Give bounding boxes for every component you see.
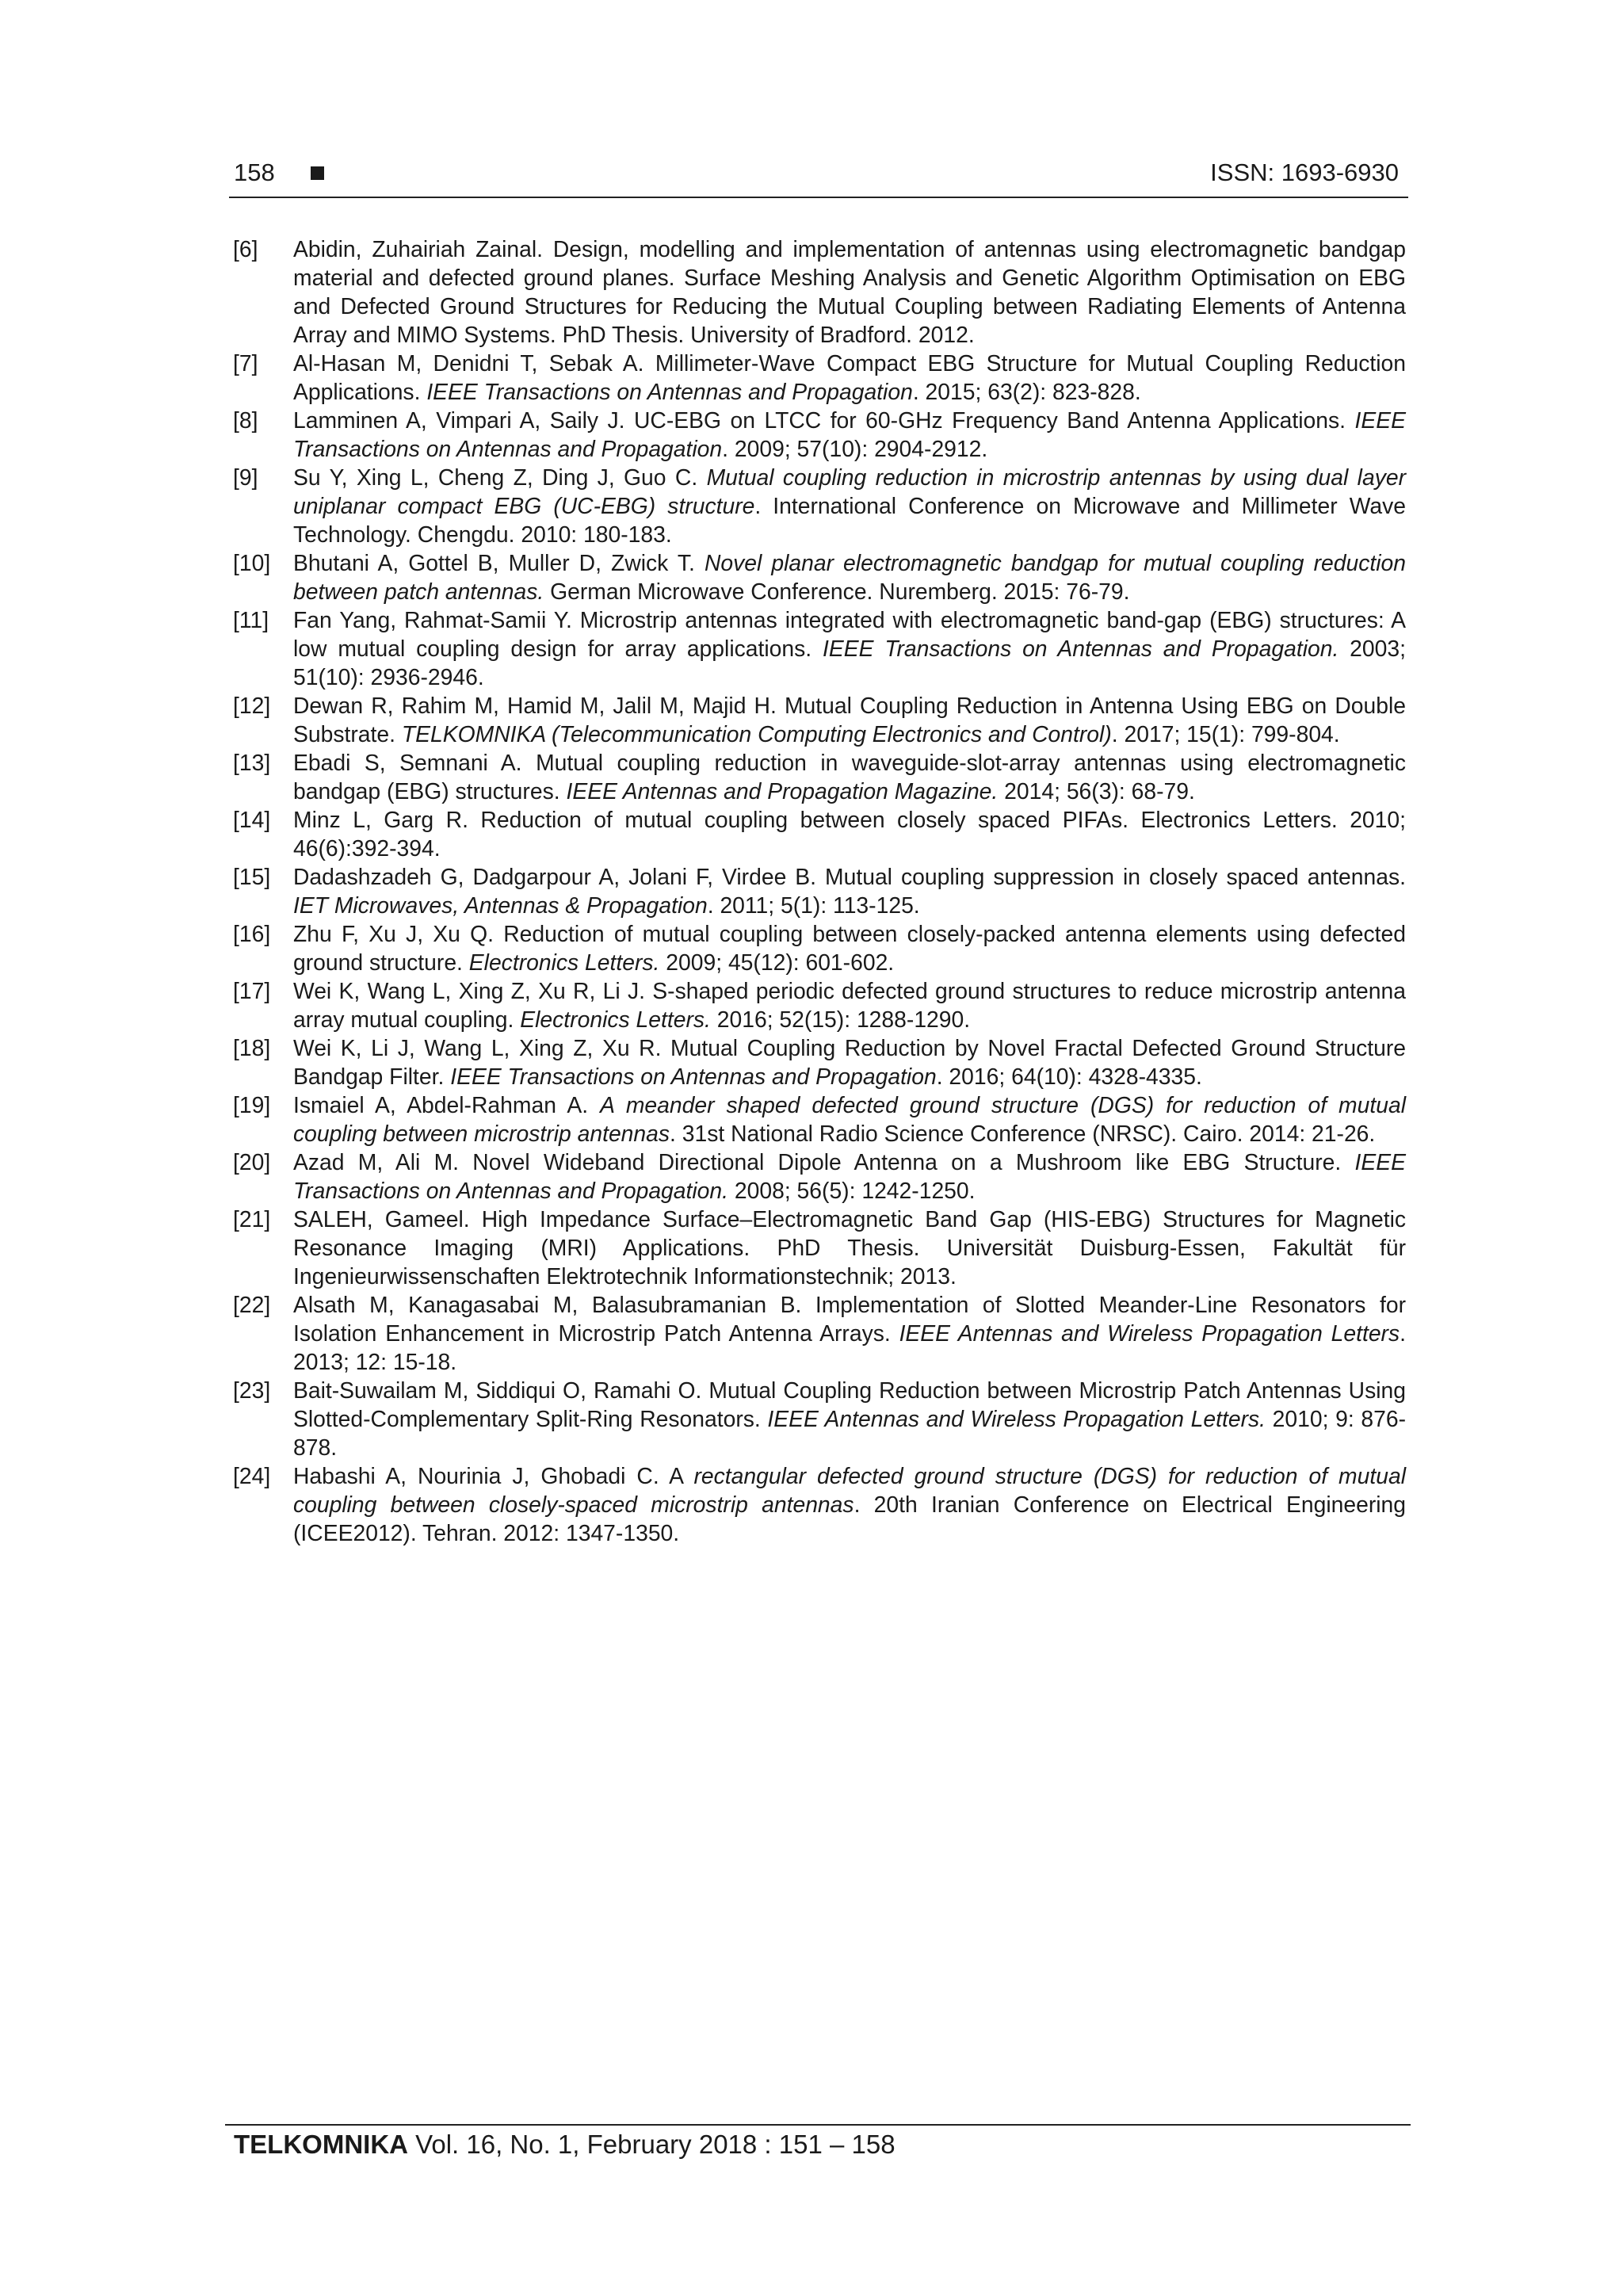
footer-journal-name: TELKOMNIKA: [234, 2130, 408, 2159]
reference-item: [233, 1148, 1406, 1205]
footer-volume-info: Vol. 16, No. 1, February 2018 : 151 – 158: [407, 2130, 896, 2159]
page-number: 158: [234, 159, 275, 186]
reference-text: [293, 1149, 1406, 1203]
reference-list: [233, 235, 1406, 1547]
reference-text-segment: Abidin, Zuhairiah Zainal. Design, modelling and implementation of antennas using electromagnetic bandgap material and defected ground planes. Surface Meshing Analysis and Genetic Algorithm Optimisation on EBG and Defected Ground Structures for Reducing the Mutual Coupling between Radiating Elements of Antenna Array and MIMO Systems. PhD Thesis. University of Bradford. 2012.: [293, 236, 1406, 347]
reference-source-italic: IEEE Antennas and Propagation Magazine.: [566, 778, 999, 804]
reference-text-segment: Dadashzadeh G, Dadgarpour A, Jolani F, Virdee B. Mutual coupling suppression in closely spaced antennas.: [293, 864, 1406, 889]
reference-text: [293, 550, 1406, 604]
page-header: [229, 155, 1408, 198]
reference-item: [233, 1461, 1406, 1547]
reference-number: [15]: [233, 864, 271, 889]
reference-source-italic: Novel planar electromagnetic bandgap for mutual coupling reduction between patch antennas.: [293, 550, 1407, 604]
reference-item: [233, 862, 1406, 919]
reference-text-segment: . International Conference on Microwave and Millimeter Wave Technology. Chengdu. 2010: 180-183.: [293, 493, 1406, 547]
reference-text-segment: Minz L, Garg R. Reduction of mutual coupling between closely spaced PIFAs. Electronics Letters. 2010; 46(6):392-394.: [293, 807, 1406, 861]
reference-text: [293, 921, 1406, 975]
reference-text-segment: 2003; 51(10): 2936-2946.: [293, 636, 1406, 690]
reference-text-segment: Zhu F, Xu J, Xu Q. Reduction of mutual coupling between closely-packed antenna elements using defected ground structure.: [293, 921, 1406, 975]
reference-text: [293, 1092, 1406, 1146]
reference-text-segment: SALEH, Gameel. High Impedance Surface–Electromagnetic Band Gap (HIS-EBG) Structures for Magnetic Resonance Imaging (MRI) Applications. PhD Thesis. Universität Duisburg-Essen, Fakultät für Ingenieurwissenschaften Elektrotechnik Informationstechnik; 2013.: [293, 1206, 1406, 1289]
reference-text-segment: Ismaiel A, Abdel-Rahman A.: [293, 1092, 601, 1117]
reference-text-segment: Bhutani A, Gottel B, Muller D, Zwick T.: [293, 550, 705, 575]
reference-text-segment: Fan Yang, Rahmat-Samii Y. Microstrip antennas integrated with electromagnetic band-gap (EBG) structures: A low mutual coupling design for array applications.: [293, 607, 1406, 661]
reference-item: [233, 1033, 1406, 1091]
reference-text-segment: . 2017; 15(1): 799-804.: [1111, 721, 1340, 747]
reference-text: [293, 750, 1406, 804]
reference-text: [293, 1463, 1406, 1545]
reference-item: [233, 976, 1406, 1033]
reference-number: [13]: [233, 750, 271, 775]
reference-text: [293, 464, 1406, 547]
reference-number: [7]: [233, 350, 258, 376]
reference-source-italic: IEEE Transactions on Antennas and Propagation: [426, 379, 913, 404]
reference-source-italic: IEEE Transactions on Antennas and Propagation.: [822, 636, 1339, 661]
reference-text-segment: Azad M, Ali M. Novel Wideband Directional Dipole Antenna on a Mushroom like EBG Structure.: [293, 1149, 1355, 1175]
reference-source-italic: A meander shaped defected ground structure (DGS) for reduction of mutual coupling between microstrip antennas: [293, 1092, 1406, 1146]
footer-citation-line: [234, 2129, 1411, 2160]
reference-text-segment: . 31st National Radio Science Conference (NRSC). Cairo. 2014: 21-26.: [670, 1121, 1376, 1146]
reference-text-segment: Habashi A, Nourinia J, Ghobadi C. A: [293, 1463, 694, 1488]
reference-source-italic: IEEE Transactions on Antennas and Propagation: [450, 1064, 937, 1089]
reference-text-segment: . 2013; 12: 15-18.: [293, 1320, 1407, 1374]
reference-item: [233, 463, 1406, 548]
reference-source-italic: IEEE Transactions on Antennas and Propagation: [293, 407, 1406, 461]
reference-source-italic: IET Microwaves, Antennas & Propagation: [293, 892, 708, 918]
reference-number: [20]: [233, 1149, 271, 1175]
issn-label: ISSN: 1693-6930: [1210, 159, 1399, 186]
reference-number: [21]: [233, 1206, 271, 1232]
reference-number: [8]: [233, 407, 258, 433]
reference-item: [233, 548, 1406, 606]
reference-text-segment: Al-Hasan M, Denidni T, Sebak A. Millimeter-Wave Compact EBG Structure for Mutual Coupling Reduction Applications.: [293, 350, 1406, 404]
reference-number: [11]: [233, 607, 269, 632]
reference-item: [233, 349, 1406, 406]
reference-number: [9]: [233, 464, 258, 490]
reference-number: [22]: [233, 1292, 271, 1317]
reference-item: [233, 748, 1406, 805]
reference-item: [233, 1091, 1406, 1148]
reference-text: [293, 350, 1406, 404]
reference-text-segment: 2008; 56(5): 1242-1250.: [728, 1178, 976, 1203]
reference-text-segment: Alsath M, Kanagasabai M, Balasubramanian B. Implementation of Slotted Meander-Line Resonators for Isolation Enhancement in Microstrip Patch Antenna Arrays.: [293, 1292, 1406, 1346]
reference-text: [293, 407, 1406, 461]
reference-number: [24]: [233, 1463, 271, 1488]
reference-source-italic: rectangular defected ground structure (DGS) for reduction of mutual coupling between closely-spaced microstrip antennas: [293, 1463, 1406, 1517]
reference-text-segment: . 2015; 63(2): 823-828.: [912, 379, 1141, 404]
reference-source-italic: Electronics Letters.: [468, 949, 660, 975]
reference-source-italic: TELKOMNIKA (Telecommunication Computing Electronics and Control): [401, 721, 1112, 747]
reference-text-segment: 2009; 45(12): 601-602.: [659, 949, 895, 975]
reference-text-segment: . 2016; 64(10): 4328-4335.: [936, 1064, 1202, 1089]
reference-text-segment: . 2009; 57(10): 2904-2912.: [722, 436, 988, 461]
reference-item: [233, 805, 1406, 862]
reference-number: [14]: [233, 807, 271, 832]
reference-text-segment: Wei K, Wang L, Xing Z, Xu R, Li J. S-shaped periodic defected ground structures to reduce microstrip antenna array mutual coupling.: [293, 978, 1406, 1032]
square-bullet-icon: [311, 166, 324, 180]
reference-text: [293, 1292, 1406, 1374]
reference-text: [293, 1206, 1406, 1289]
reference-item: [233, 406, 1406, 463]
reference-text: [293, 236, 1406, 347]
reference-text: [293, 1377, 1406, 1460]
reference-text: [293, 693, 1406, 747]
reference-text-segment: . 2011; 5(1): 113-125.: [707, 892, 920, 918]
reference-item: [233, 919, 1406, 976]
reference-item: [233, 1376, 1406, 1461]
reference-source-italic: IEEE Transactions on Antennas and Propagation.: [293, 1149, 1406, 1203]
reference-source-italic: IEEE Antennas and Wireless Propagation Letters: [899, 1320, 1400, 1346]
reference-item: [233, 691, 1406, 748]
reference-text-segment: 2016; 52(15): 1288-1290.: [710, 1007, 971, 1032]
reference-item: [233, 235, 1406, 349]
reference-text-segment: Lamminen A, Vimpari A, Saily J. UC-EBG on LTCC for 60-GHz Frequency Band Antenna Applications.: [293, 407, 1355, 433]
reference-item: [233, 606, 1406, 691]
reference-source-italic: Electronics Letters.: [520, 1007, 711, 1032]
reference-item: [233, 1290, 1406, 1376]
reference-text-segment: . 20th Iranian Conference on Electrical Engineering (ICEE2012). Tehran. 2012: 1347-1350.: [293, 1492, 1407, 1545]
reference-number: [6]: [233, 236, 258, 262]
reference-text-segment: Dewan R, Rahim M, Hamid M, Jalil M, Majid H. Mutual Coupling Reduction in Antenna Using EBG on Double Substrate.: [293, 693, 1406, 747]
reference-number: [18]: [233, 1035, 271, 1060]
reference-text: [293, 864, 1406, 918]
reference-item: [233, 1205, 1406, 1290]
reference-text-segment: 2014; 56(3): 68-79.: [998, 778, 1195, 804]
reference-text-segment: Wei K, Li J, Wang L, Xing Z, Xu R. Mutual Coupling Reduction by Novel Fractal Defected Ground Structure Bandgap Filter.: [293, 1035, 1406, 1089]
reference-text: [293, 978, 1406, 1032]
reference-text-segment: Ebadi S, Semnani A. Mutual coupling reduction in waveguide-slot-array antennas using electromagnetic bandgap (EBG) structures.: [293, 750, 1406, 804]
reference-source-italic: IEEE Antennas and Wireless Propagation Letters.: [767, 1406, 1266, 1431]
reference-text: [293, 607, 1406, 690]
reference-text: [293, 807, 1406, 861]
page-footer: [225, 2124, 1411, 2160]
reference-number: [12]: [233, 693, 271, 718]
reference-text-segment: Su Y, Xing L, Cheng Z, Ding J, Guo C.: [293, 464, 707, 490]
reference-text-segment: German Microwave Conference. Nuremberg. 2015: 76-79.: [544, 579, 1130, 604]
reference-number: [23]: [233, 1377, 271, 1403]
reference-number: [17]: [233, 978, 271, 1003]
reference-source-italic: Mutual coupling reduction in microstrip antennas by using dual layer uniplanar compact EBG (UC-EBG) structure: [293, 464, 1407, 518]
reference-text-segment: Bait-Suwailam M, Siddiqui O, Ramahi O. Mutual Coupling Reduction between Microstrip Patch Antennas Using Slotted-Complementary Split-Ring Resonators.: [293, 1377, 1406, 1431]
reference-number: [10]: [233, 550, 271, 575]
reference-text: [293, 1035, 1406, 1089]
reference-number: [19]: [233, 1092, 271, 1117]
reference-text-segment: 2010; 9: 876-878.: [293, 1406, 1406, 1460]
reference-number: [16]: [233, 921, 271, 946]
